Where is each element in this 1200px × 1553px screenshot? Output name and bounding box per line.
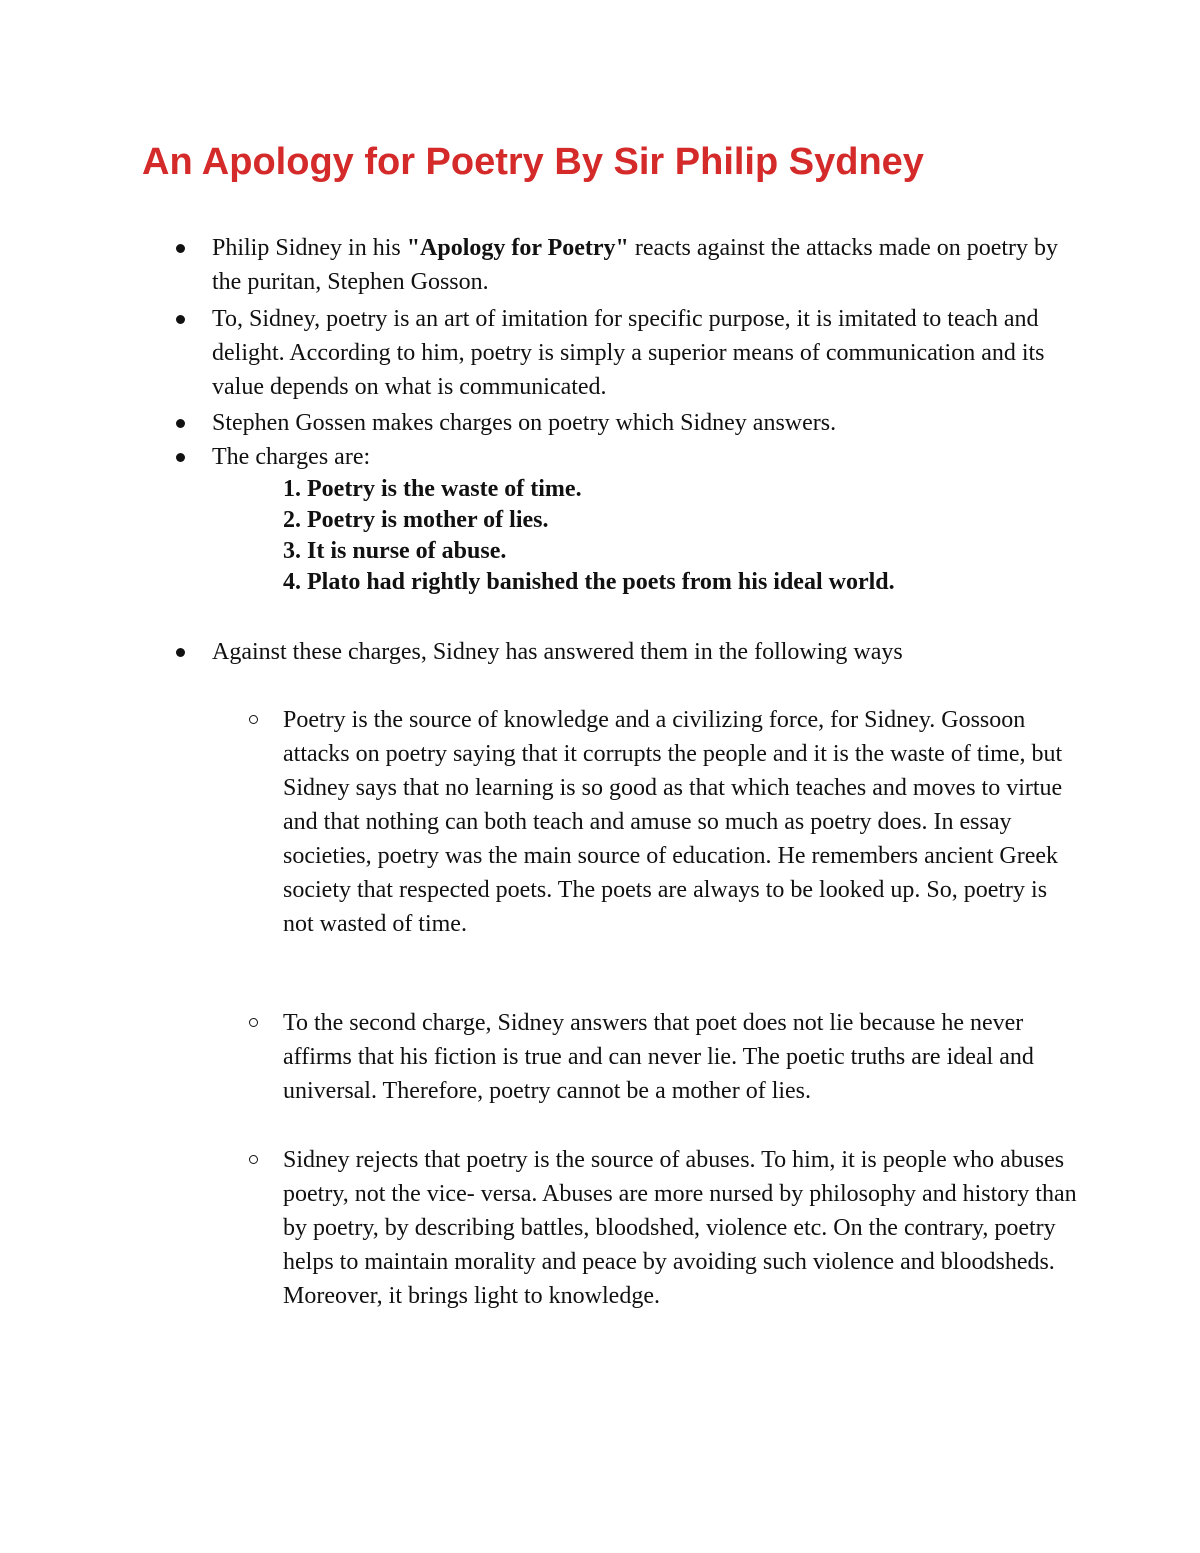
circle-bullet-icon — [249, 715, 258, 724]
bullet-text — [212, 231, 1092, 299]
bullet-item — [212, 231, 1092, 299]
bullet-text: The charges are: — [212, 444, 371, 470]
bullet-icon — [176, 453, 185, 462]
bullet-text: Against these charges, Sidney has answered them in the following ways — [212, 639, 903, 665]
circle-bullet-icon — [249, 1018, 258, 1027]
bullet-item — [212, 406, 1092, 440]
bullet-item — [212, 302, 1092, 404]
document-title: An Apology for Poetry By Sir Philip Sydney — [142, 141, 924, 183]
bullet-icon — [176, 244, 185, 253]
answer-item — [283, 1143, 1083, 1313]
bullet-text: To, Sidney, poetry is an art of imitation for specific purpose, it is imitated to teach and delight. According to him, poetry is simply a superior means of communication and its value depends on what is communicated. — [212, 306, 1045, 400]
bullet-text: Stephen Gossen makes charges on poetry which Sidney answers. — [212, 410, 837, 436]
charge-item: 2. Poetry is mother of lies. — [283, 507, 549, 533]
bullet-text-bold: "Apology for Poetry" — [406, 235, 629, 261]
answer-item — [283, 1006, 1083, 1108]
bullet-text-part: Philip Sidney in his — [212, 235, 407, 261]
bullet-text-part: reacts against the attacks made on poetry by the puritan, Stephen Gosson. — [212, 235, 1059, 295]
bullet-icon — [176, 648, 185, 657]
answer-text: Poetry is the source of knowledge and a civilizing force, for Sidney. Gossoon attacks on poetry saying that it corrupts the people and it is the waste of time, but Sidney says that no learning is so good as that which teaches and moves to virtue and that nothing can both teach and amuse so much as poetry does. In essay societies, poetry was the main source of education. He remembers ancient Greek society that respected poets. The poets are always to be looked up. So, poetry is not wasted of time. — [283, 707, 1063, 937]
circle-bullet-icon — [249, 1155, 258, 1164]
bullet-icon — [176, 419, 185, 428]
charge-item: 3. It is nurse of abuse. — [283, 538, 507, 564]
bullet-item — [212, 635, 1092, 669]
answer-text: Sidney rejects that poetry is the source of abuses. To him, it is people who abuses poetry, not the vice- versa. Abuses are more nursed by philosophy and history than by poetry, by describing battles, bloodshed, violence etc. On the contrary, poetry helps to maintain morality and peace by avoiding such violence and bloodsheds. Moreover, it brings light to knowledge. — [283, 1147, 1077, 1309]
charge-item: 4. Plato had rightly banished the poets from his ideal world. — [283, 569, 895, 595]
charge-item: 1. Poetry is the waste of time. — [283, 476, 582, 502]
bullet-item — [212, 440, 1092, 474]
charges-list — [283, 474, 895, 598]
answer-item — [283, 703, 1083, 941]
answer-text: To the second charge, Sidney answers that poet does not lie because he never affirms that his fiction is true and can never lie. The poetic truths are ideal and universal. Therefore, poetry cannot be a mother of lies. — [283, 1010, 1034, 1104]
bullet-icon — [176, 315, 185, 324]
